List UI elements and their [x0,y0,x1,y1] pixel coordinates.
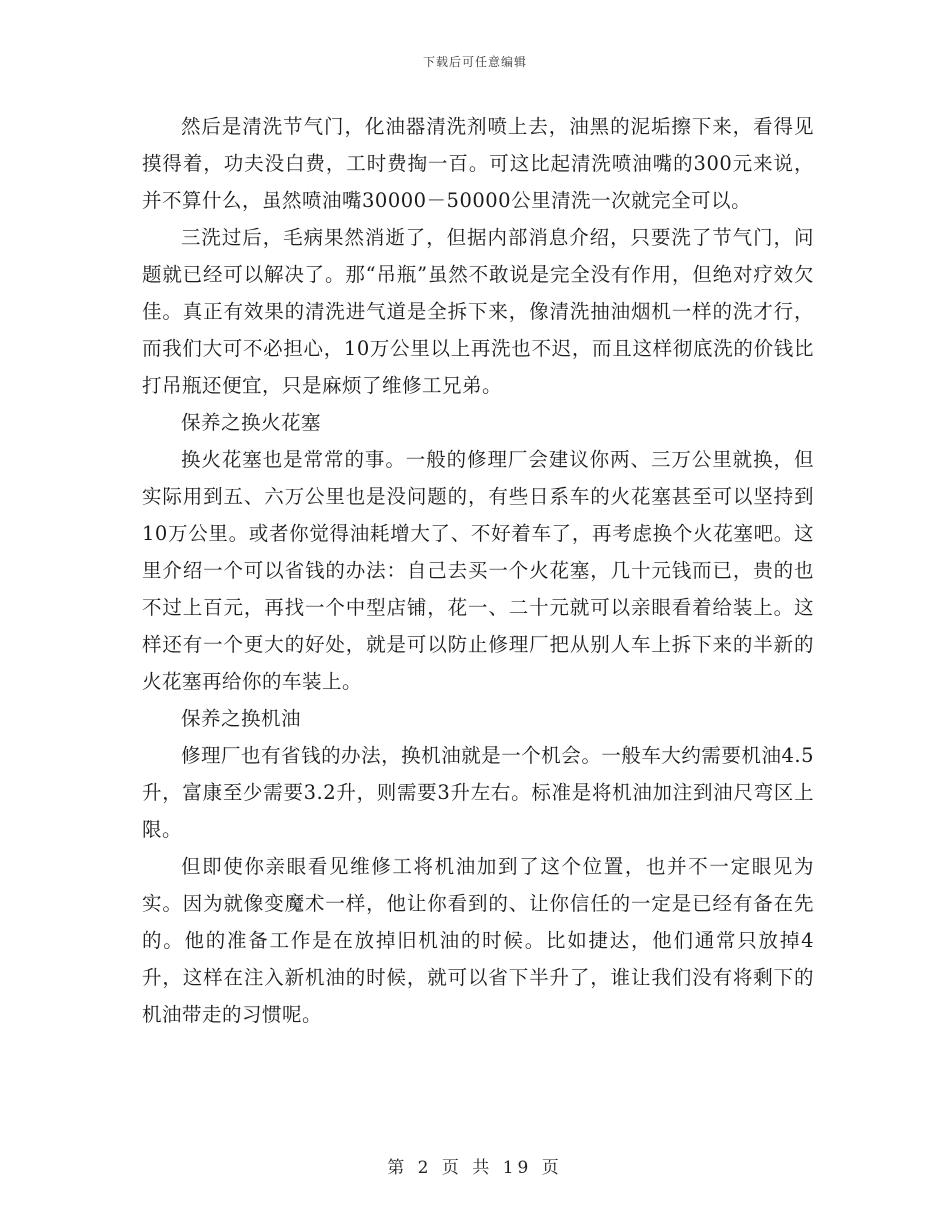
paragraph-after-cleaning: 三洗过后，毛病果然消逝了，但据内部消息介绍，只要洗了节气门，问题就已经可以解决了。那“吊瓶”虽然不敢说是完全没有作用，但绝对疗效欠佳。真正有效果的清洗进气道是全拆下来，像清洗抽油烟机一样的洗才行，而我们大可不必担心，10万公里以上再洗也不迟，而且这样彻底洗的价钱比打吊瓶还便宜，只是麻烦了维修工兄弟。 [142,226,814,397]
document-body [142,108,814,1033]
paragraph-oil-amount: 修理厂也有省钱的办法，换机油就是一个机会。一般车大约需要机油4.5升，富康至少需要3.2升，则需要3升左右。标准是将机油加注到油尺弯区上限。 [142,744,814,841]
paragraph-oil-trick: 但即使你亲眼看见维修工将机油加到了这个位置，也并不一定眼见为实。因为就像变魔术一样，他让你看到的、让你信任的一定是已经有备在先的。他的准备工作是在放掉旧机油的时候。比如捷达，他们通常只放掉4升，这样在注入新机油的时候，就可以省下半升了，谁让我们没有将剩下的机油带走的习惯呢。 [142,855,814,1026]
page-number: 第 2 页 共 19 页 [387,1158,563,1178]
paragraph-clean-throttle: 然后是清洗节气门，化油器清洗剂喷上去，油黑的泥垢擦下来，看得见摸得着，功夫没白费，工时费掏一百。可这比起清洗喷油嘴的300元来说，并不算什么，虽然喷油嘴30000－50000公里清洗一次就完全可以。 [142,115,814,212]
section-heading-oil-change: 保养之换机油 [181,707,302,730]
page-header: 下载后可任意编辑 [422,55,527,69]
paragraph-spark-plug: 换火花塞也是常常的事。一般的修理厂会建议你两、三万公里就换，但实际用到五、六万公里也是没问题的，有些日系车的火花塞甚至可以坚持到10万公里。或者你觉得油耗增大了、不好着车了，再考虑换个火花塞吧。这里介绍一个可以省钱的办法：自己去买一个火花塞，几十元钱而已，贵的也不过上百元，再找一个中型店铺，花一、二十元就可以亲眼看着给装上。这样还有一个更大的好处，就是可以防止修理厂把从别人车上拆下来的半新的火花塞再给你的车装上。 [142,448,814,693]
section-heading-spark-plug: 保养之换火花塞 [181,411,322,434]
